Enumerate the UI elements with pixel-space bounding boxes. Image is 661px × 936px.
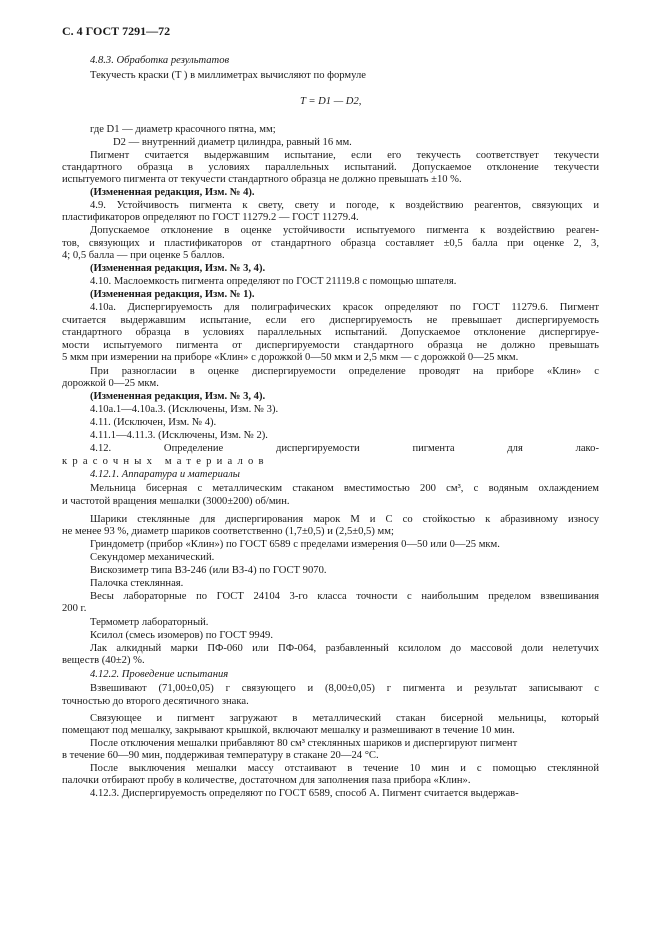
paragraph-line: мости испытуемого пигмента от диспергируемости стандартного образца не должно превышать — [62, 340, 599, 351]
paragraph-line: веществ (40±2) %. — [62, 655, 145, 666]
paragraph-line: Лак алкидный марки ПФ-060 или ПФ-064, разбавленный ксилолом до массовой доли нелетучих — [90, 643, 599, 654]
paragraph-line: точностью до второго десятичного знака. — [62, 696, 249, 707]
excluded-note: 4.11.1—4.11.3. (Исключены, Изм. № 2). — [90, 430, 268, 441]
revision-note: (Измененная редакция, Изм. № 1). — [90, 289, 255, 300]
paragraph-line: 4.10. Маслоемкость пигмента определяют по ГОСТ 21119.8 с помощью шпателя. — [90, 276, 457, 287]
paragraph-line: 5 мкм при измерении на приборе «Клин» с дорожкой 0—50 мкм и 2,5 мкм — с дорожкой 0—25 мкм. — [62, 352, 519, 363]
paragraph-line: Допускаемое отклонение в оценке устойчивости испытуемого пигмента к воздействию реаген- — [90, 225, 599, 236]
paragraph-line: После отключения мешалки прибавляют 80 см³ стеклянных шариков и диспергируют пигмент — [90, 738, 518, 749]
paragraph-line: стандартного образца в условиях параллельных испытаний. Допускаемое отклонение текучести — [62, 162, 599, 173]
paragraph-line: считается выдержавшим испытание, если его диспергируемость не превышает диспергируемость — [62, 315, 599, 326]
paragraph-line: помещают под мешалку, закрывают крышкой, включают мешалку и размешивают в течение 10 мин. — [62, 725, 515, 736]
paragraph-line: D2 — внутренний диаметр цилиндра, равный 16 мм. — [113, 137, 352, 148]
paragraph-line: Вискозиметр типа ВЗ-246 (или ВЗ-4) по ГОСТ 9070. — [90, 565, 327, 576]
heading-text: 4.8.3. Обработка результатов — [90, 55, 230, 66]
revision-note: (Измененная редакция, Изм. № 4). — [90, 187, 255, 198]
paragraph-line: Мельница бисерная с металлическим стаканом вместимостью 200 см³, с водяным охлаждением — [90, 483, 599, 494]
paragraph-line: Пигмент считается выдержавшим испытание, если его текучесть соответствует текучести — [90, 150, 599, 161]
paragraph-line: Термометр лабораторный. — [90, 617, 209, 628]
paragraph-line: дорожкой 0—25 мкм. — [62, 378, 159, 389]
formula: T = D1 — D2, — [300, 96, 362, 107]
paragraph-line: Шарики стеклянные для диспергирования марок М и С со стойкостью к абразивному износу — [90, 514, 599, 525]
paragraph-line: не менее 93 %, диаметр шариков соответственно (1,7±0,5) и (2,5±0,5) мм; — [62, 526, 394, 537]
paragraph-line: стандартного образца в условиях параллельных испытаний. Допускаемое отклонение диспергируе- — [62, 327, 599, 338]
paragraph-line: тов, связующих и пластификаторов от стандартного образца составляет ±0,5 балла при оценке 2, 3, — [62, 238, 599, 249]
paragraph-line: в течение 60—90 мин, поддерживая температуру в стакане 20—24 °С. — [62, 750, 379, 761]
section-heading — [90, 55, 599, 67]
paragraph-line: 4; 0,5 балла — при оценке 5 баллов. — [62, 250, 225, 261]
paragraph-line: После выключения мешалки массу отстаивают в течение 10 мин и с помощью стеклянной — [90, 763, 599, 774]
paragraph-line: Ксилол (смесь изомеров) по ГОСТ 9949. — [90, 630, 273, 641]
paragraph-line: 4.12.3. Диспергируемость определяют по ГОСТ 6589, способ А. Пигмент считается выдержав- — [90, 788, 519, 799]
section-heading: 4.12.1. Аппаратура и материалы — [90, 469, 240, 480]
paragraph-line: Весы лабораторные по ГОСТ 24104 3-го класса точности с наибольшим пределом взвешивания — [90, 591, 599, 602]
paragraph-line: Секундомер механический. — [90, 552, 215, 563]
paragraph-line: и частотой вращения мешалки (3000±200) об/мин. — [62, 496, 290, 507]
paragraph-line: 4.9. Устойчивость пигмента к свету, свету и погоде, к воздействию реагентов, связующих и — [90, 200, 599, 211]
paragraph-line: 200 г. — [62, 603, 87, 614]
page-header: С. 4 ГОСТ 7291—72 — [62, 24, 171, 38]
spaced-heading: 4.12. Определение диспергируемости пигмента для лако- — [90, 443, 599, 454]
section-heading: 4.12.2. Проведение испытания — [90, 669, 229, 680]
excluded-note: 4.10а.1—4.10а.3. (Исключены, Изм. № 3). — [90, 404, 279, 415]
paragraph-line: Связующее и пигмент загружают в металлический стакан бисерной мельницы, который — [90, 713, 599, 724]
paragraph-line: палочки отбирают пробу в количестве, достаточном для заполнения паза прибора «Клин». — [62, 775, 471, 786]
revision-note: (Измененная редакция, Изм. № 3, 4). — [90, 391, 266, 402]
paragraph-line: Взвешивают (71,00±0,05) г связующего и (8,00±0,05) г пигмента и результат записывают с — [90, 683, 599, 694]
paragraph-line: При разногласии в оценке диспергируемости определение проводят на приборе «Клин» с — [90, 366, 599, 377]
paragraph-line: Палочка стеклянная. — [90, 578, 184, 589]
paragraph-line: пластификаторов определяют по ГОСТ 11279.2 — ГОСТ 11279.4. — [62, 212, 359, 223]
excluded-note: 4.11. (Исключен, Изм. № 4). — [90, 417, 217, 428]
paragraph-line: 4.10а. Диспергируемость для полиграфических красок определяют по ГОСТ 11279.6. Пигмент — [90, 302, 599, 313]
paragraph-line: где D1 — диаметр красочного пятна, мм; — [90, 124, 276, 135]
paragraph-line: испытуемого пигмента от текучести стандартного образца не должно превышать ±10 %. — [62, 174, 462, 185]
paragraph-line: Текучесть краски (T ) в миллиметрах вычисляют по формуле — [90, 70, 366, 81]
spaced-heading: красочных материалов — [62, 456, 269, 467]
paragraph-line: Гриндометр (прибор «Клин») по ГОСТ 6589 с пределами измерения 0—50 или 0—25 мкм. — [90, 539, 500, 550]
revision-note: (Измененная редакция, Изм. № 3, 4). — [90, 263, 266, 274]
